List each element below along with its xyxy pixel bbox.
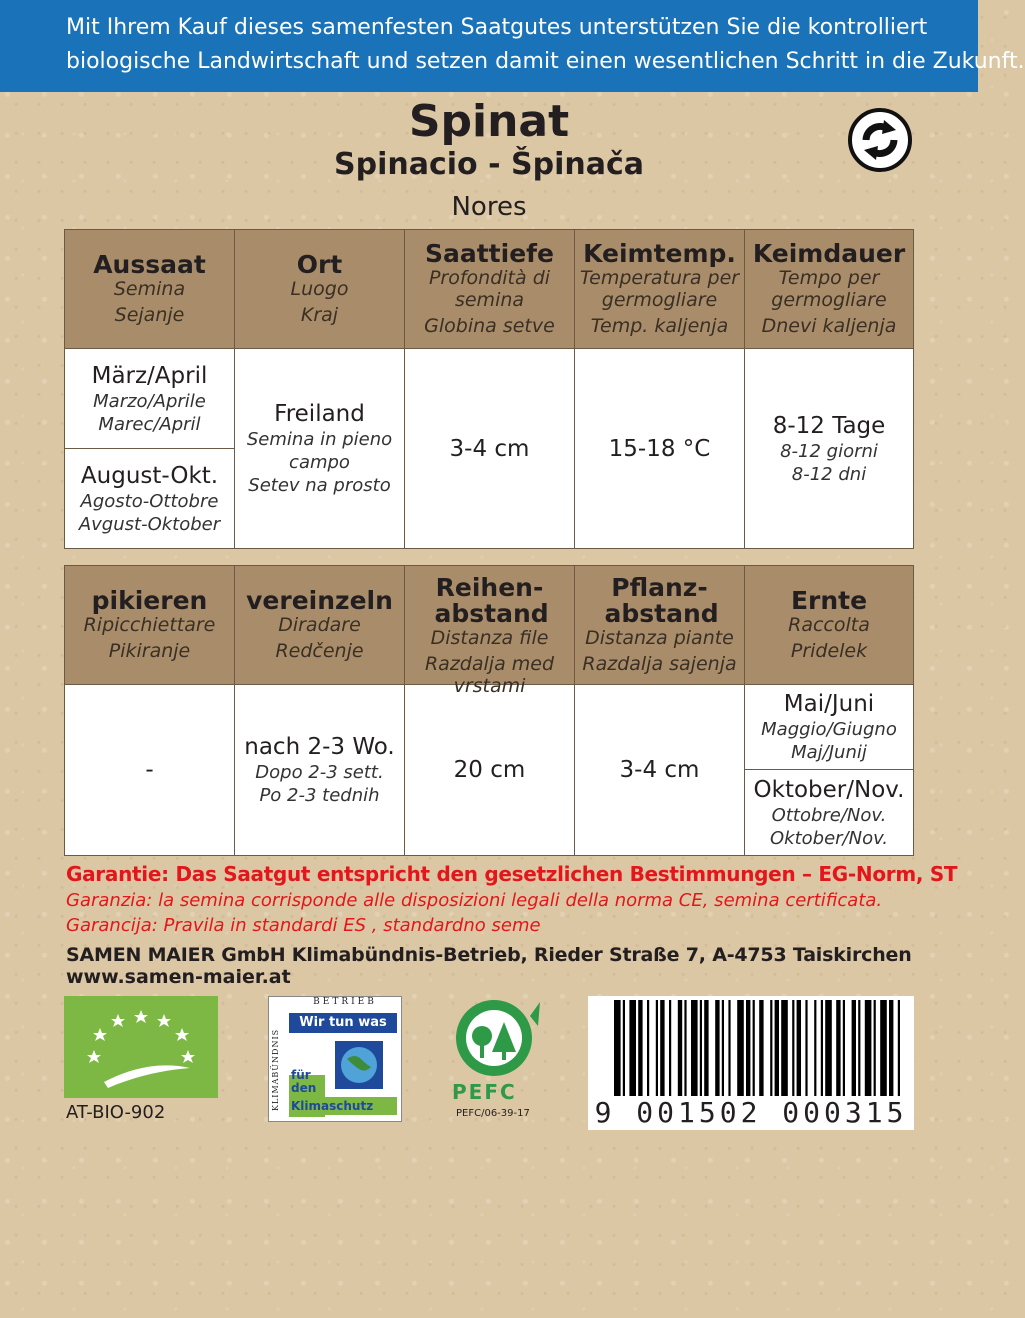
pefc-tree-icon [448,996,548,1082]
cell-reihenabstand: 20 cm [405,685,575,856]
barcode-bar [704,1000,708,1096]
barcode-bar [728,1000,730,1096]
barcode-bar [684,1000,686,1096]
header-pikieren: pikieren Ripicchiettare Pikiranje [65,566,235,685]
cell-keimtemp: 15-18 °C [575,349,745,549]
info-banner [0,0,1025,92]
barcode-bar [715,1000,719,1096]
guarantee-italian: Garanzia: la semina corrisponde alle disposizioni legali della norma CE, semina certificata. [66,890,883,911]
barcode-bar [746,1000,750,1096]
barcode-bar [852,1000,856,1096]
guarantee-slovenian: Garancija: Pravila in standardi ES , standardno seme [66,915,541,936]
klima-line4: Klimaschutz [291,1097,397,1115]
header-ernte: Ernte Raccolta Pridelek [745,566,914,685]
barcode-bar [614,1000,621,1096]
barcode-bar [889,1000,893,1096]
banner-line-2: biologische Landwirtschaft und setzen damit einen wesentlichen Schritt in die Zukunft. [66,49,1025,74]
header-keimtemp: Keimtemp. Temperatura per germogliare Temp. kaljenja [575,230,745,349]
barcode-bar [770,1000,772,1096]
barcode-bar [843,1000,845,1096]
ean-barcode [588,996,914,1130]
barcode-bar [781,1000,788,1096]
barcode-bar [865,1000,872,1096]
care-table [64,565,914,856]
cell-ernte-summer: Mai/Juni Maggio/Giugno Maj/Junij [745,685,914,770]
company-address: SAMEN MAIER GmbH Klimabündnis-Betrieb, Rieder Straße 7, A-4753 Taiskirchen [66,944,912,966]
barcode-bar [700,1000,702,1096]
barcode-bar [722,1000,724,1096]
barcode-bar [660,1000,664,1096]
header-ort: Ort Luogo Kraj [235,230,405,349]
cell-saattiefe: 3-4 cm [405,349,575,549]
barcode-bar [656,1000,658,1096]
klima-line1: Wir tun was [289,1013,397,1033]
cell-keimdauer: 8-12 Tage 8-12 giorni 8-12 dni [745,349,914,549]
klima-line2: für [291,1068,311,1082]
pefc-code: PEFC/06-39-17 [456,1108,530,1119]
header-keimdauer: Keimdauer Tempo per germogliare Dnevi kaljenja [745,230,914,349]
barcode-bar [836,1000,840,1096]
klima-line3: den [291,1081,317,1095]
header-saattiefe: Saattiefe Profondità di semina Globina setve [405,230,575,349]
cell-aussaat-spring: März/April Marzo/Aprile Marec/April [65,349,235,449]
klima-top-label: BETRIEB [313,997,377,1007]
barcode-bar [858,1000,860,1096]
barcode-number: 9 001502 000315 [588,1096,914,1130]
barcode-bar [629,1000,636,1096]
variety-name: Nores [451,192,527,222]
barcode-bar [797,1000,801,1096]
barcode-bar [814,1000,816,1096]
barcode-bar [874,1000,876,1096]
product-title: Spinat [408,96,570,147]
product-subtitle: Spinacio - Špinača [334,147,644,182]
cell-pflanzabstand: 3-4 cm [575,685,745,856]
barcode-bar [821,1000,823,1096]
cell-pikieren: - [65,685,235,856]
header-vereinzeln: vereinzeln Diradare Redčenje [235,566,405,685]
barcode-bar [647,1000,649,1096]
website-link[interactable]: www.samen-maier.at [66,966,291,988]
klimabuendnis-logo [268,996,402,1122]
barcode-bar [678,1000,682,1096]
eu-organic-logo [64,996,218,1098]
barcode-bar [691,1000,698,1096]
barcode-bar [898,1000,900,1096]
guarantee-german: Garantie: Das Saatgut entspricht den gesetzlichen Bestimmungen – EG-Norm, ST [66,862,958,886]
barcode-bar [805,1000,807,1096]
barcode-bars [588,996,914,1100]
barcode-bar [638,1000,642,1096]
pefc-name: PEFC [452,1080,517,1104]
barcode-bar [737,1000,744,1096]
barcode-bar [825,1000,832,1096]
barcode-bar [623,1000,625,1096]
green-dot-recycle-icon [848,108,912,172]
barcode-bar [753,1000,755,1096]
barcode-bar [669,1000,671,1096]
barcode-bar [792,1000,794,1096]
sowing-table [64,229,914,549]
cell-ernte-autumn: Oktober/Nov. Ottobre/Nov. Oktober/Nov. [745,770,914,856]
globe-icon [333,1039,385,1091]
barcode-bar [880,1000,887,1096]
banner-line-1: Mit Ihrem Kauf dieses samenfesten Saatgutes unterstützen Sie die kontrolliert [66,15,928,40]
klima-side-label: KLIMABÜNDNIS [271,1028,280,1111]
header-reihenabstand: Reihen-abstand Distanza file Razdalja med vrstami [405,566,575,685]
header-pflanzabstand: Pflanz-abstand Distanza piante Razdalja sajenja [575,566,745,685]
pefc-logo [448,996,548,1126]
header-aussaat: Aussaat Semina Sejanje [65,230,235,349]
cell-vereinzeln: nach 2-3 Wo. Dopo 2-3 sett. Po 2-3 tednih [235,685,405,856]
barcode-bar [775,1000,779,1096]
cell-ort: Freiland Semina in pieno campo Setev na prosto [235,349,405,549]
eu-organic-code: AT-BIO-902 [66,1102,166,1123]
cell-aussaat-autumn: August-Okt. Agosto-Ottobre Avgust-Oktober [65,449,235,549]
barcode-bar [759,1000,763,1096]
